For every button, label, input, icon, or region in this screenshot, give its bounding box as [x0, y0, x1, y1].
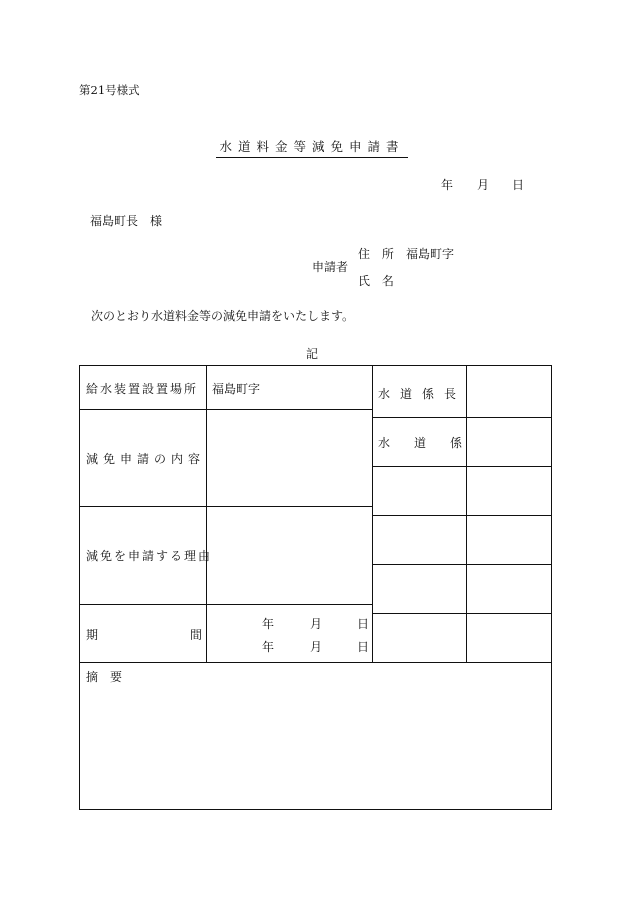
- period-label-1: 期: [86, 628, 99, 642]
- addressee: 福島町長 様: [90, 214, 163, 228]
- date-day: 日: [512, 178, 525, 192]
- date-month: 月: [477, 178, 490, 192]
- period-to-day: 日: [357, 640, 370, 654]
- location-value: 福島町字: [212, 382, 261, 396]
- name-label: 氏 名: [358, 274, 398, 288]
- period-to-year: 年: [262, 640, 275, 654]
- period-from-month: 月: [310, 617, 323, 631]
- approval-staff-b: 道: [414, 436, 427, 450]
- reason-label: 減免を申請する理由: [86, 549, 213, 563]
- period-to-month: 月: [310, 640, 323, 654]
- address-value: 福島町字: [406, 247, 455, 261]
- approval-chief-label: 水道係長: [378, 387, 467, 401]
- remarks-label: 摘 要: [86, 670, 123, 684]
- document-title: 水道料金等減免申請書: [216, 137, 408, 158]
- location-label: 給水装置設置場所: [86, 382, 199, 396]
- content-label: 減免申請の内容: [86, 452, 206, 466]
- approval-staff-c: 係: [450, 436, 463, 450]
- lead-text: 次のとおり水道料金等の減免申請をいたします。: [91, 309, 355, 323]
- period-from-day: 日: [357, 617, 370, 631]
- approval-staff-a: 水: [378, 436, 391, 450]
- date-year: 年: [441, 178, 454, 192]
- period-from-year: 年: [262, 617, 275, 631]
- form-number: 第21号様式: [79, 83, 140, 97]
- address-label: 住 所: [358, 247, 398, 261]
- applicant-label: 申請者: [312, 260, 349, 274]
- ki-label: 記: [306, 347, 319, 361]
- period-label-2: 間: [190, 628, 203, 642]
- application-table: [79, 365, 552, 810]
